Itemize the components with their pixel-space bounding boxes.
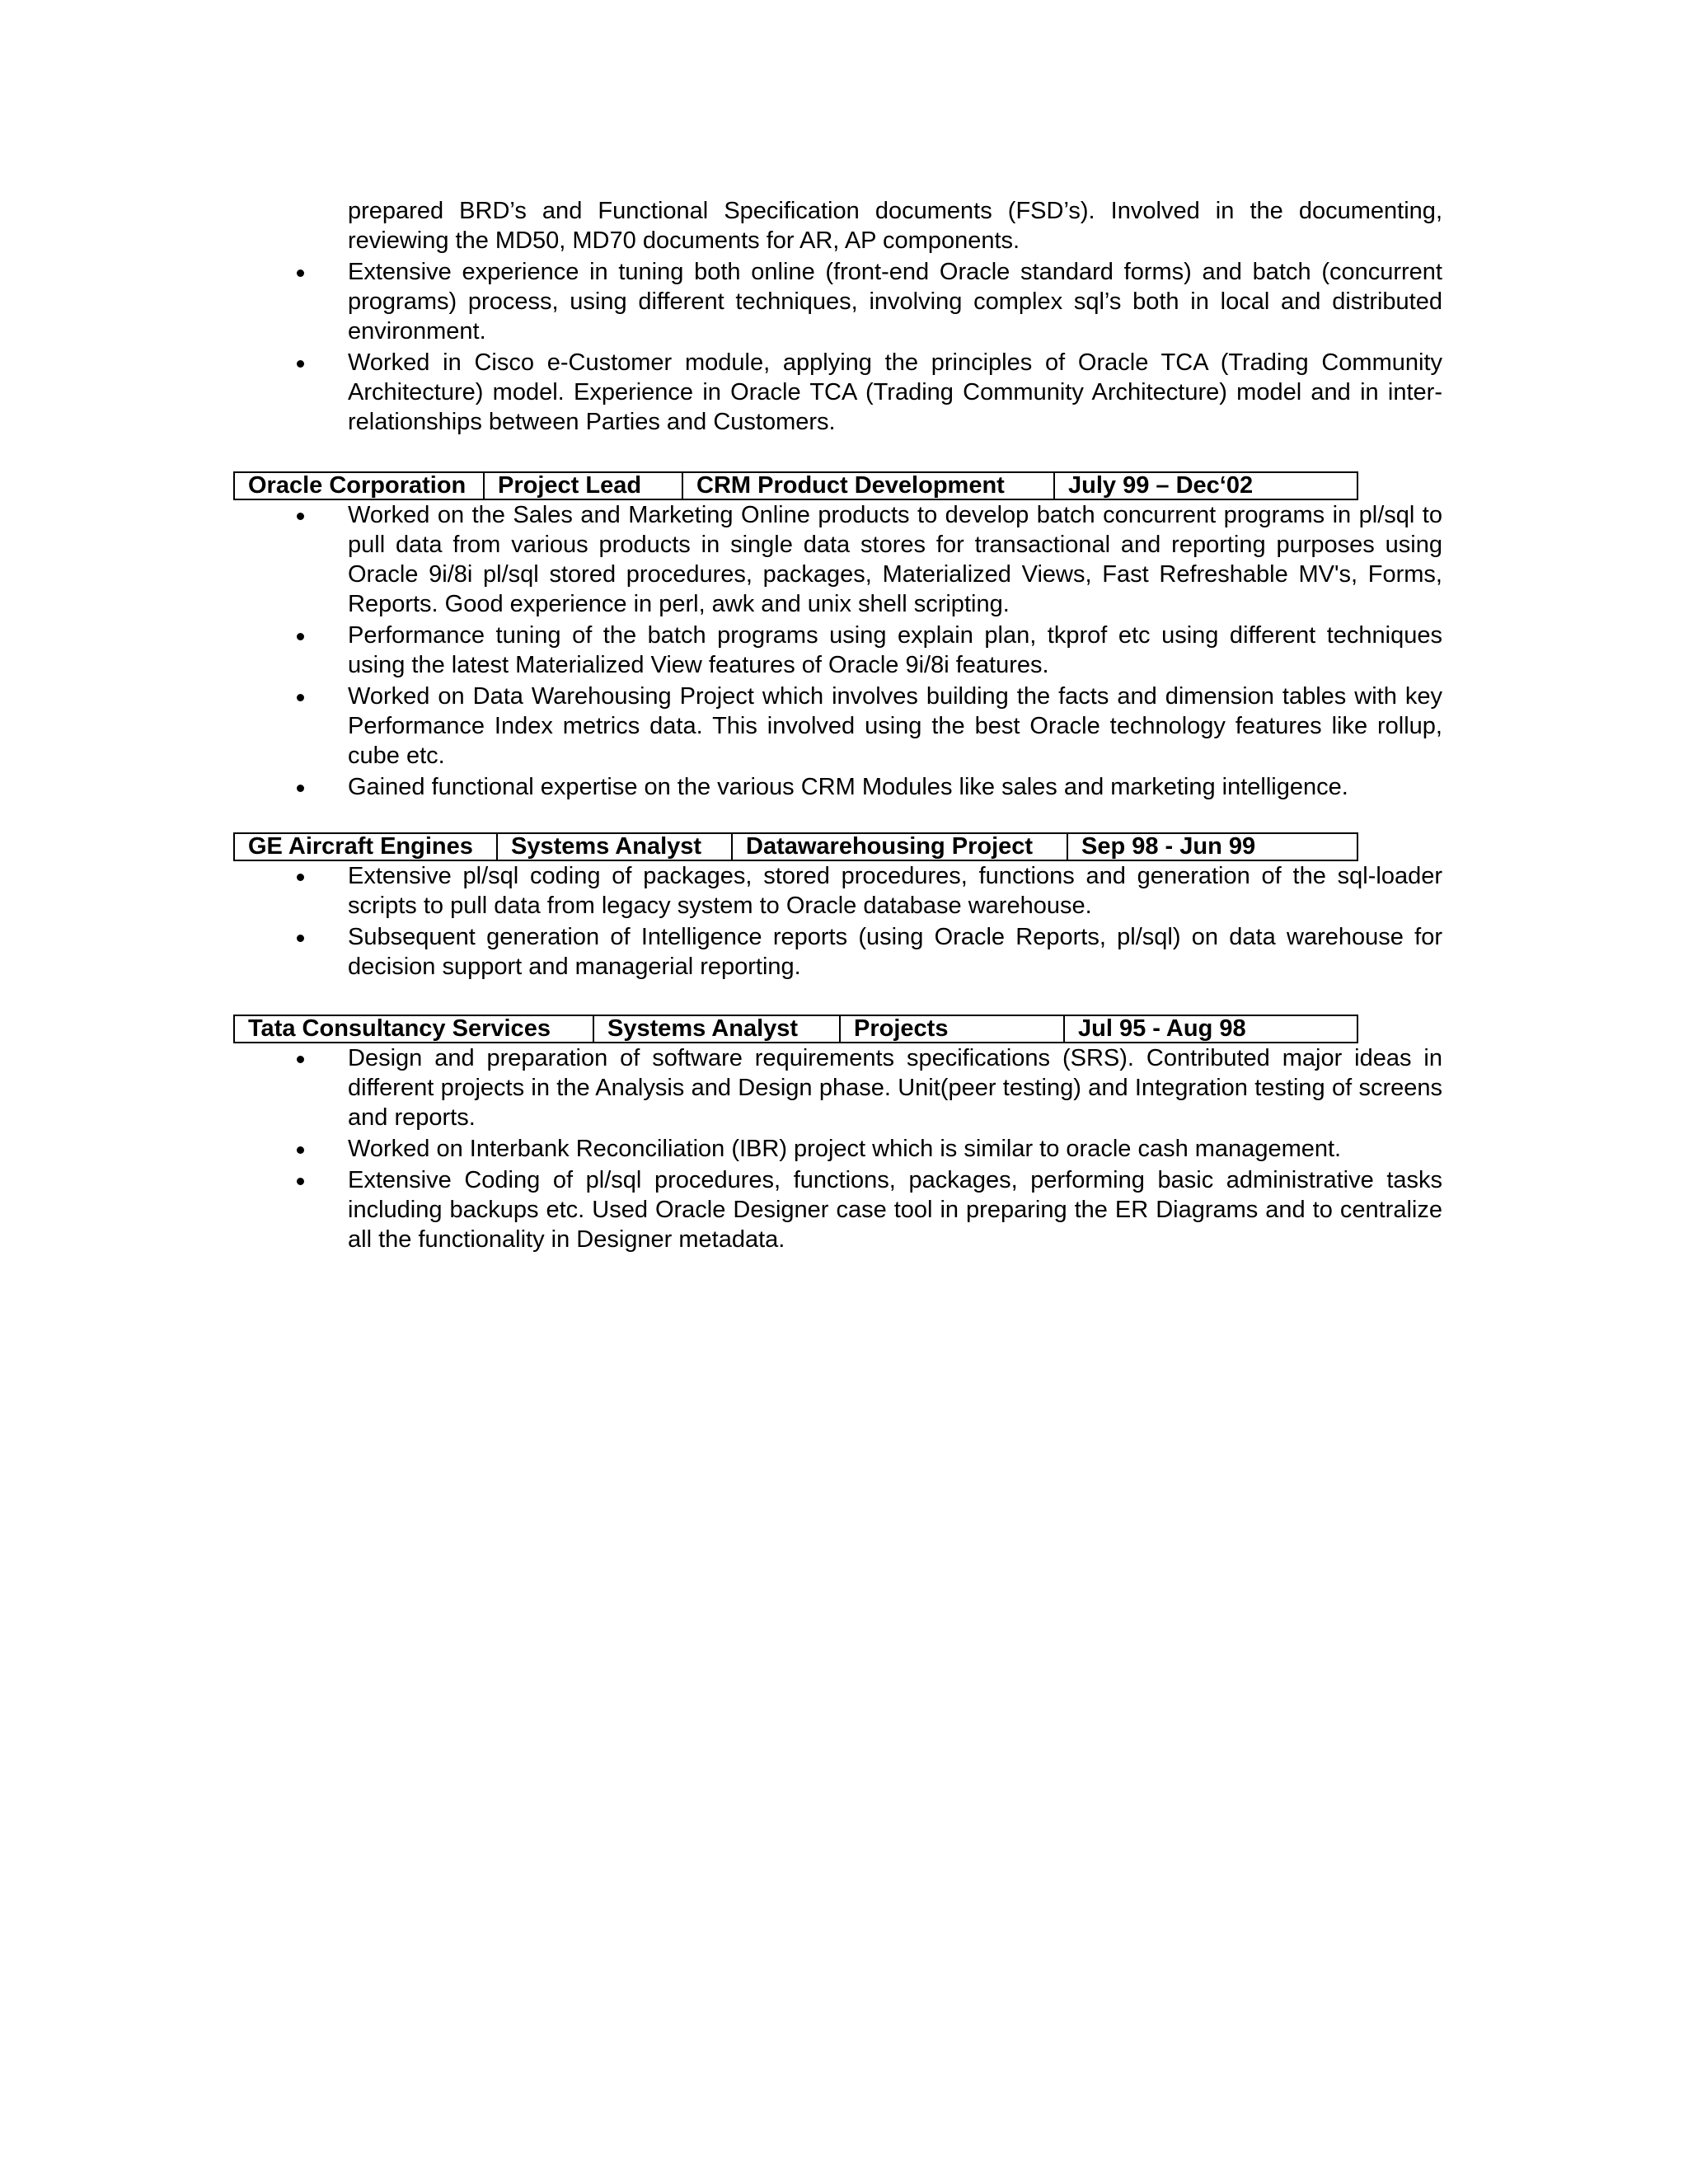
bullet-text: Gained functional expertise on the various CRM Modules like sales and marketing intelligence. <box>348 774 1348 800</box>
job-section-oracle <box>233 471 1442 802</box>
bullet-icon <box>297 935 304 942</box>
job-role: Project Lead <box>485 473 683 499</box>
bullet-text: Extensive pl/sql coding of packages, stored procedures, functions and generation of the sql-loader scripts to pull data from legacy system to Oracle database warehouse. <box>348 863 1442 919</box>
job-period: Sep 98 - Jun 99 <box>1081 834 1256 860</box>
bullet-text: Worked on Data Warehousing Project which involves building the facts and dimension tables with key Performance Index metrics data. This involved using the best Oracle technology features like rollup, cube etc. <box>348 683 1442 769</box>
job-role: Systems Analyst <box>498 834 733 860</box>
bullet-icon <box>297 785 304 792</box>
bullet-item <box>297 621 1442 680</box>
bullet-item <box>297 682 1442 771</box>
job-role: Systems Analyst <box>594 1016 841 1042</box>
job-period: July 99 – Dec‘02 <box>1068 473 1254 499</box>
bullet-icon <box>297 633 304 640</box>
bullet-item <box>297 500 1442 619</box>
job-company: Tata Consultancy Services <box>235 1016 594 1042</box>
bullet-icon <box>297 694 304 701</box>
continuation-paragraph: prepared BRD’s and Functional Specification documents (FSD’s). Involved in the documenting, reviewing the MD50, MD70 documents for AR, AP components. <box>348 198 1442 254</box>
job-header-table <box>233 471 1358 500</box>
bullet-item <box>297 1165 1442 1254</box>
bullet-item <box>297 348 1442 437</box>
bullet-item <box>297 1043 1442 1132</box>
bullet-icon <box>297 269 304 277</box>
bullet-item <box>297 1134 1442 1164</box>
job-bullet-list <box>297 500 1442 802</box>
bullet-text: Subsequent generation of Intelligence reports (using Oracle Reports, pl/sql) on data warehouse for decision support and managerial reporting. <box>348 924 1442 980</box>
bullet-icon <box>297 513 304 520</box>
job-project: CRM Product Development <box>683 473 1055 499</box>
job-bullet-list <box>297 861 1442 982</box>
job-project: Projects <box>841 1016 1065 1042</box>
job-company: GE Aircraft Engines <box>235 834 498 860</box>
bullet-item <box>297 922 1442 982</box>
continuation-bullet-list <box>297 257 1442 437</box>
bullet-item <box>297 772 1442 802</box>
job-period: Jul 95 - Aug 98 <box>1078 1016 1246 1042</box>
bullet-icon <box>297 360 304 368</box>
bullet-icon <box>297 1146 304 1154</box>
bullet-icon <box>297 1178 304 1185</box>
bullet-item <box>297 861 1442 921</box>
bullet-item <box>297 257 1442 346</box>
job-bullet-list <box>297 1043 1442 1254</box>
job-project: Datawarehousing Project <box>733 834 1068 860</box>
bullet-text: Worked on Interbank Reconciliation (IBR) project which is similar to oracle cash management. <box>348 1136 1342 1162</box>
bullet-icon <box>297 1056 304 1063</box>
job-header-table <box>233 832 1358 861</box>
previous-job-continuation <box>297 196 1442 437</box>
bullet-text: Worked on the Sales and Marketing Online products to develop batch concurrent programs in pl/sql to pull data from various products in single data stores for transactional and reporting purposes using Oracle 9i/8i pl/sql stored procedures, packages, Materialized Views, Fast Refreshable MV's, Forms, Reports. Good experience in perl, awk and unix shell scripting. <box>348 502 1442 617</box>
job-section-ge <box>233 832 1442 982</box>
bullet-text: Design and preparation of software requirements specifications (SRS). Contributed major ideas in different projects in the Analysis and Design phase. Unit(peer testing) and Integration testing of screens and reports. <box>348 1045 1442 1131</box>
bullet-text: Performance tuning of the batch programs using explain plan, tkprof etc using different techniques using the latest Materialized View features of Oracle 9i/8i features. <box>348 622 1442 678</box>
bullet-text: Extensive experience in tuning both online (front-end Oracle standard forms) and batch (concurrent programs) process, using different techniques, involving complex sql’s both in local and distributed environment. <box>348 259 1442 344</box>
bullet-icon <box>297 874 304 881</box>
job-header-table <box>233 1015 1358 1043</box>
bullet-text: Worked in Cisco e-Customer module, applying the principles of Oracle TCA (Trading Community Architecture) model. Experience in Oracle TCA (Trading Community Architecture) model and in inter-relationships between Parties and Customers. <box>348 349 1442 435</box>
job-company: Oracle Corporation <box>235 473 485 499</box>
job-section-tata <box>233 1015 1442 1254</box>
bullet-text: Extensive Coding of pl/sql procedures, functions, packages, performing basic administrative tasks including backups etc. Used Oracle Designer case tool in preparing the ER Diagrams and to centralize all the functionality in Designer metadata. <box>348 1167 1442 1253</box>
